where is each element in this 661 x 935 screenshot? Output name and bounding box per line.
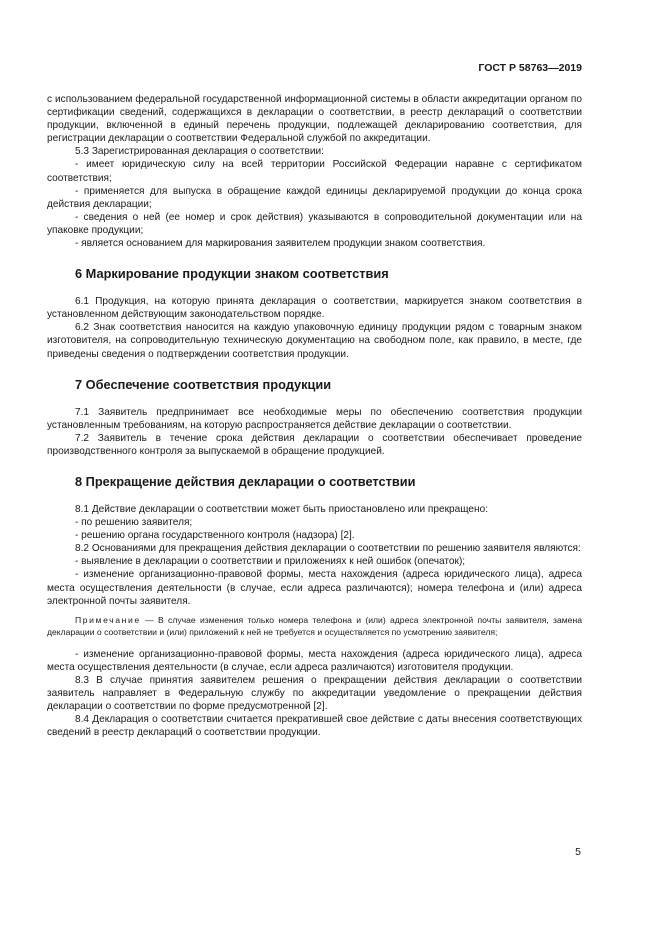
list-item: - сведения о ней (ее номер и срок действия) указываются в сопроводительной документации или на упаковке продукции; [47, 211, 582, 236]
section-8-heading: 8 Прекращение действия декларации о соответствии [75, 473, 416, 489]
page-number: 5 [575, 846, 581, 858]
list-item: - решению органа государственного контроля (надзора) [2]. [75, 530, 355, 542]
paragraph-8-1: 8.1 Действие декларации о соответствии может быть приостановлено или прекращено: [75, 503, 489, 515]
paragraph-5-2-continuation: с использованием федеральной государственной информационной системы в области аккредитации органом по сертификации сведений, содержащихся в декларации о соответствии, в реестр деклараций о соответствии продукции, включенной в единый перечень продукции, подлежащей декларированию соответствия, для регистрации декларации о соответствии Федеральной службой по аккредитации. [47, 94, 582, 145]
list-item: - является основанием для маркирования заявителем продукции знаком соответствия. [75, 238, 486, 250]
list-item: - имеет юридическую силу на всей территории Российской Федерации наравне с сертификатом соответствия; [47, 159, 582, 184]
section-7-heading: 7 Обеспечение соответствия продукции [75, 376, 332, 392]
list-item: - изменение организационно-правовой формы, места нахождения (адреса юридического лица), адреса места осуществления деятельности (в случае, если адреса различаются) изготовителя продукции. [47, 648, 582, 673]
list-item: - применяется для выпуска в обращение каждой единицы декларируемой продукции до конца срока действия декларации; [47, 185, 582, 210]
note-text: — В случае изменения только номера телефона и (или) адреса электронной почты заявителя, замена декларации о соответствии и (или) приложений к ней не требуется и осуществляется по усмотрению заявителя; [47, 614, 582, 637]
paragraph-8-4: 8.4 Декларация о соответствии считается прекратившей свое действие с даты внесения соответствующих сведений в реестр деклараций о соответствии продукции. [47, 714, 582, 739]
paragraph-8-2: 8.2 Основаниями для прекращения действия декларации о соответствии по решению заявителя являются: [75, 543, 581, 555]
paragraph-7-2: 7.2 Заявитель в течение срока действия декларации о соответствии обеспечивает проведение производственного контроля за выпускаемой в обращение продукцией. [47, 432, 582, 457]
list-item: - по решению заявителя; [75, 517, 193, 529]
note [47, 614, 582, 638]
paragraph-7-1: 7.1 Заявитель предпринимает все необходимые меры по обеспечению соответствия продукции установленным требованиям, на которую распространяется действие декларации о соответствии. [47, 406, 582, 431]
paragraph-8-3: 8.3 В случае принятия заявителем решения о прекращении действия декларации о соответствии заявитель направляет в Федеральную службу по аккредитации уведомление о прекращении действия декларации о соответствии по форме предусмотренной [2]. [47, 674, 582, 713]
paragraph-6-2: 6.2 Знак соответствия наносится на каждую упаковочную единицу продукции рядом с товарным знаком изготовителя, на сопроводительную техническую документацию на свободном поле, как правило, в месте, где приведены сведения о подтверждении соответствия продукции. [47, 322, 582, 360]
document-body [47, 93, 582, 739]
list-item: - изменение организационно-правовой формы, места нахождения (адреса юридического лица), адреса места осуществления деятельности (в случае, если адреса различаются); номера телефона и (или) адреса электронной почты заявителя. [47, 569, 582, 607]
standard-designation: ГОСТ Р 58763—2019 [478, 62, 582, 74]
section-6-heading: 6 Маркирование продукции знаком соответствия [75, 266, 389, 282]
list-item: - выявление в декларации о соответствии и приложениях к ней ошибок (опечаток); [75, 556, 466, 568]
paragraph-6-1: 6.1 Продукция, на которую принята декларация о соответствии, маркируется знаком соответствия в установленном действующим законодательством порядке. [47, 296, 582, 321]
note-label: Примечание [75, 614, 141, 625]
paragraph-5-3: 5.3 Зарегистрированная декларация о соответствии: [75, 146, 324, 158]
